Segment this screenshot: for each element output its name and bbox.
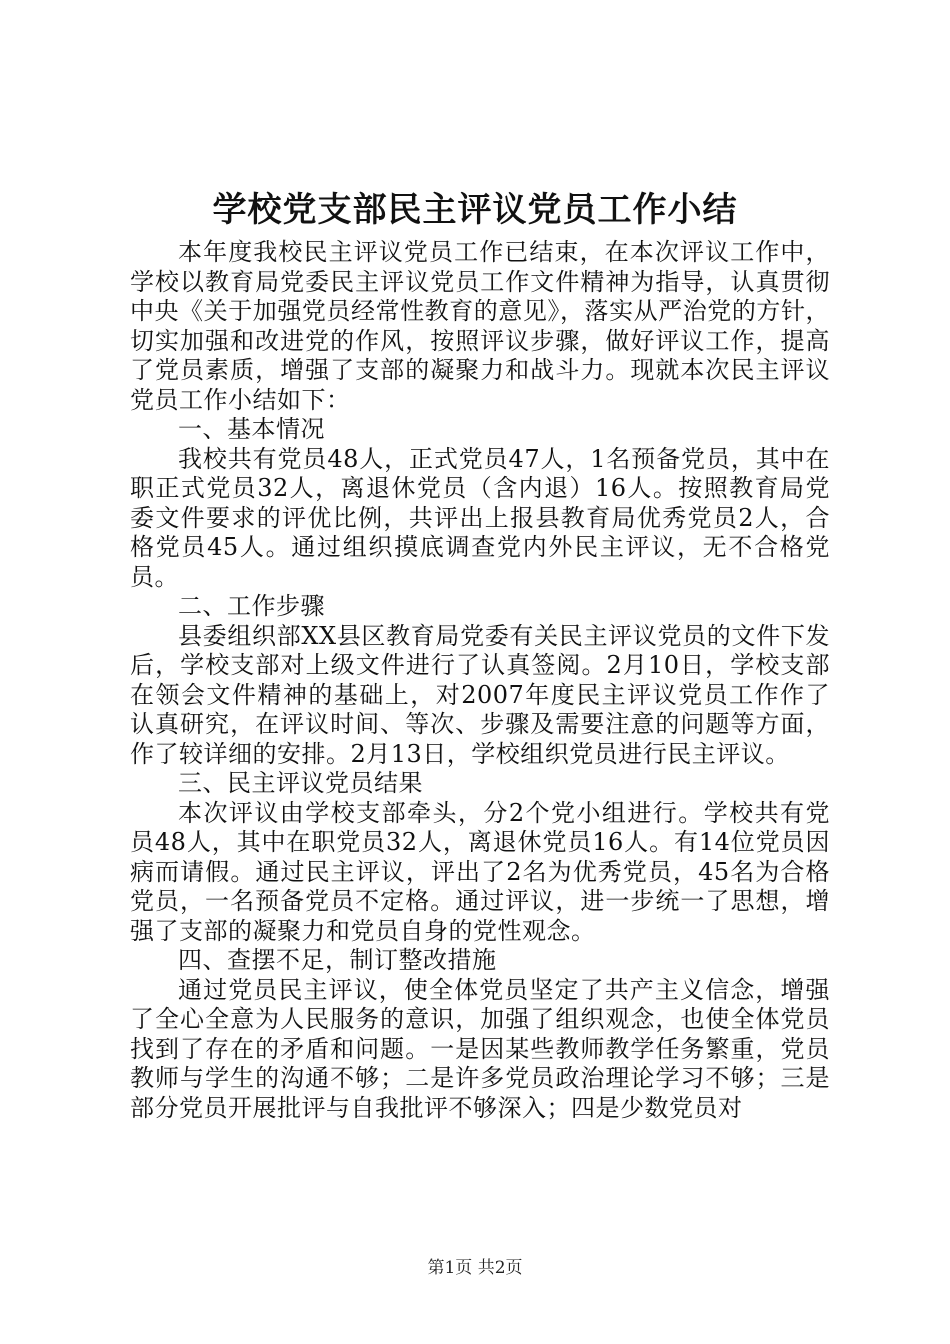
- evaluation-results-paragraph: 本次评议由学校支部牵头，分2个党小组进行。学校共有党员48人，其中在职党员32人，离退休党员16人。有14位党员因病而请假。通过民主评议，评出了2名为优秀党员，45名为合格党员，一名预备党员不定格。通过评议，进一步统一了思想，增强了支部的凝聚力和党员自身的党性观念。: [130, 798, 830, 945]
- document-title: 学校党支部民主评议党员工作小结: [212, 190, 738, 230]
- work-steps-paragraph: 县委组织部XX县区教育局党委有关民主评议党员的文件下发后，学校支部对上级文件进行了认真签阅。2月10日，学校支部在领会文件精神的基础上，对2007年度民主评议党员工作作了认真研究，在评议时间、等次、步骤及需要注意的问题等方面，作了较详细的安排。2月13日，学校组织党员进行民主评议。: [130, 621, 830, 768]
- intro-paragraph: 本年度我校民主评议党员工作已结束，在本次评议工作中，学校以教育局党委民主评议党员工作文件精神为指导，认真贯彻中央《关于加强党员经常性教育的意见》，落实从严治党的方针，切实加强和改进党的作风，按照评议步骤，做好评议工作，提高了党员素质，增强了支部的凝聚力和战斗力。现就本次民主评议党员工作小结如下：: [130, 238, 830, 414]
- section-heading-shortcomings: 四、查摆不足，制订整改措施: [178, 946, 497, 974]
- document-body: [130, 238, 830, 1123]
- page-footer: 第1页 共2页: [427, 1258, 523, 1278]
- section-heading-basic-situation: 一、基本情况: [178, 415, 325, 443]
- basic-situation-paragraph: 我校共有党员48人，正式党员47人，1名预备党员，其中在职正式党员32人，离退休党员（含内退）16人。按照教育局党委文件要求的评优比例，共评出上报县教育局优秀党员2人，合格党员45人。通过组织摸底调查党内外民主评议，无不合格党员。: [130, 444, 830, 591]
- section-heading-evaluation-results: 三、民主评议党员结果: [178, 769, 423, 797]
- shortcomings-paragraph: 通过党员民主评议，使全体党员坚定了共产主义信念，增强了全心全意为人民服务的意识，加强了组织观念，也使全体党员找到了存在的矛盾和问题。一是因某些教师教学任务繁重，党员教师与学生的沟通不够；二是许多党员政治理论学习不够；三是部分党员开展批评与自我批评不够深入；四是少数党员对: [130, 975, 830, 1122]
- section-heading-work-steps: 二、工作步骤: [178, 592, 325, 620]
